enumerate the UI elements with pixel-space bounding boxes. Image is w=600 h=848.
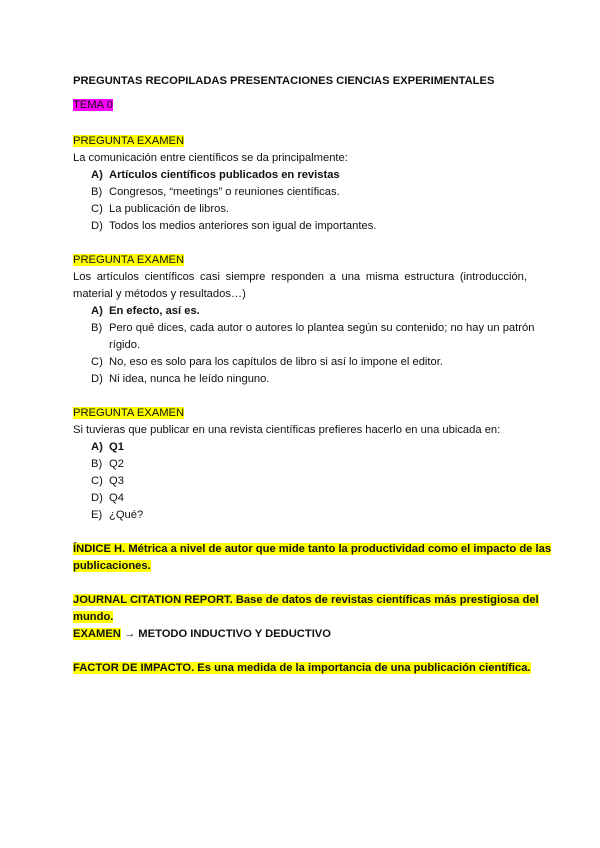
question-1-header-text: PREGUNTA EXAMEN xyxy=(73,135,185,147)
question-2-option-a xyxy=(91,304,200,319)
question-3-header-text: PREGUNTA EXAMEN xyxy=(73,407,185,419)
right-arrow-icon: → xyxy=(123,628,136,640)
question-3-option-a xyxy=(91,440,124,455)
examen-label: EXAMEN xyxy=(73,628,121,640)
option-letter: E) xyxy=(91,509,103,521)
tema-highlight: TEMA 0 xyxy=(73,99,113,111)
question-1-option-b xyxy=(91,185,340,200)
question-2-option-b xyxy=(91,321,534,336)
option-text: Q4 xyxy=(109,492,124,504)
jcr-line1 xyxy=(73,593,539,608)
question-1-option-c xyxy=(91,202,229,217)
question-3-header xyxy=(73,406,184,421)
examen-text: METODO INDUCTIVO Y DEDUCTIVO xyxy=(138,628,331,640)
option-letter: C) xyxy=(91,203,103,215)
option-text: Ni idea, nunca he leído ninguno. xyxy=(109,373,270,385)
question-1-option-a xyxy=(91,168,340,183)
question-1-text: La comunicación entre científicos se da principalmente: xyxy=(73,152,348,164)
question-1-option-d xyxy=(91,219,376,234)
option-text: Q1 xyxy=(109,441,124,453)
question-2-text-line1: Los artículos científicos casi siempre responden a una misma estructura (introducción, xyxy=(73,271,527,283)
option-text: Pero qué dices, cada autor o autores lo plantea según su contenido; no hay un patrón xyxy=(109,322,535,334)
tema-label xyxy=(73,98,113,113)
option-text: Q3 xyxy=(109,475,124,487)
question-3-option-b xyxy=(91,457,124,472)
option-text: Artículos científicos publicados en revistas xyxy=(109,169,340,181)
factor-impacto-text: FACTOR DE IMPACTO. Es una medida de la importancia de una publicación científica. xyxy=(73,662,531,674)
option-letter: D) xyxy=(91,220,103,232)
question-2-text-line2: material y métodos y resultados…) xyxy=(73,288,246,300)
option-letter: C) xyxy=(91,356,103,368)
question-2-option-b-continuation: rígido. xyxy=(109,339,141,351)
option-text: Todos los medios anteriores son igual de importantes. xyxy=(109,220,377,232)
option-letter: D) xyxy=(91,492,103,504)
jcr-line2 xyxy=(73,610,113,625)
option-letter: B) xyxy=(91,322,103,334)
option-letter: C) xyxy=(91,475,103,487)
indice-h-line2-text: publicaciones. xyxy=(73,560,151,572)
option-text: Congresos, “meetings” o reuniones científicas. xyxy=(109,186,340,198)
document-title: PREGUNTAS RECOPILADAS PRESENTACIONES CIENCIAS EXPERIMENTALES xyxy=(73,75,495,87)
option-text: En efecto, así es. xyxy=(109,305,200,317)
examen-line xyxy=(73,627,331,642)
indice-h-line1 xyxy=(73,542,552,557)
option-letter: B) xyxy=(91,458,103,470)
question-2-header-text: PREGUNTA EXAMEN xyxy=(73,254,185,266)
jcr-line1-text: JOURNAL CITATION REPORT. Base de datos de revistas científicas más prestigiosa del xyxy=(73,594,539,606)
option-text: ¿Qué? xyxy=(109,509,144,521)
factor-impacto-line xyxy=(73,661,531,676)
option-letter: A) xyxy=(91,169,103,181)
question-2-option-c xyxy=(91,355,443,370)
jcr-line2-text: mundo. xyxy=(73,611,114,623)
option-text: La publicación de libros. xyxy=(109,203,230,215)
option-letter: B) xyxy=(91,186,103,198)
question-2-option-d xyxy=(91,372,269,387)
indice-h-line2 xyxy=(73,559,151,574)
option-text: No, eso es solo para los capítulos de libro si así lo impone el editor. xyxy=(109,356,443,368)
question-3-option-e xyxy=(91,508,143,523)
question-1-header xyxy=(73,134,184,149)
question-3-text: Si tuvieras que publicar en una revista científicas prefieres hacerlo en una ubicada en: xyxy=(73,424,501,436)
option-letter: D) xyxy=(91,373,103,385)
option-letter: A) xyxy=(91,305,103,317)
question-2-header xyxy=(73,253,184,268)
option-letter: A) xyxy=(91,441,103,453)
question-3-option-d xyxy=(91,491,124,506)
question-3-option-c xyxy=(91,474,124,489)
indice-h-line1-text: ÍNDICE H. Métrica a nivel de autor que mide tanto la productividad como el impacto de las xyxy=(73,543,552,555)
option-text: Q2 xyxy=(109,458,124,470)
